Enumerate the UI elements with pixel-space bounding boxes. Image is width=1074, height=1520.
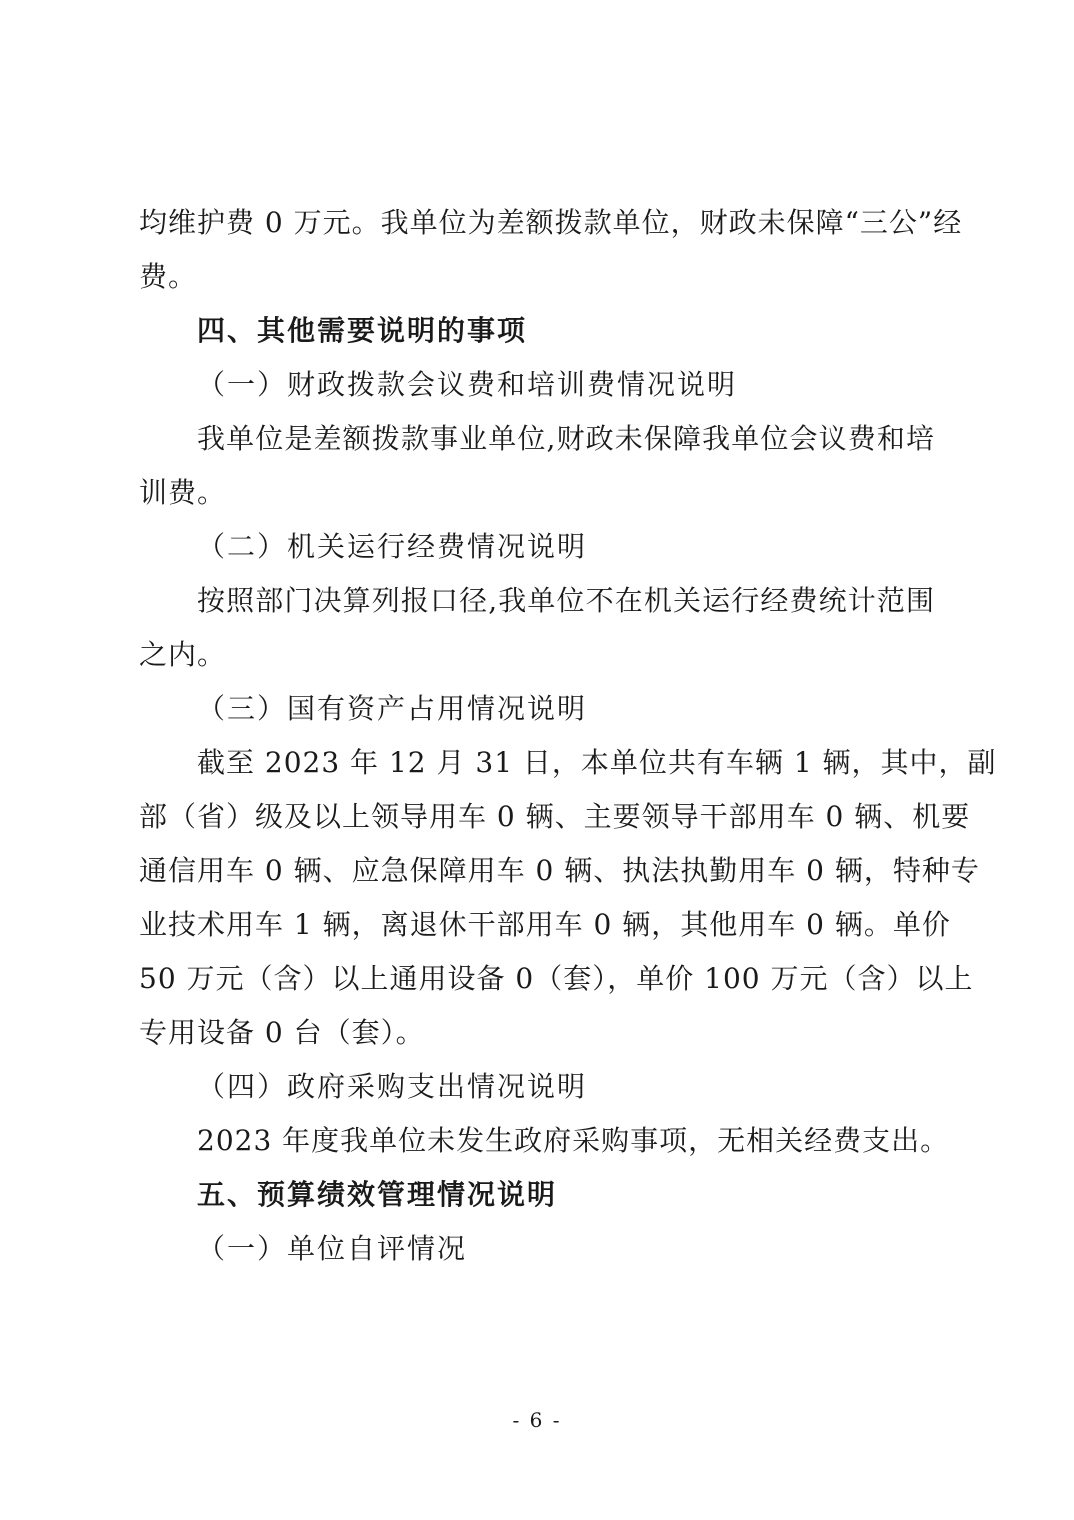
- paragraph-line: 之内。: [139, 638, 227, 671]
- paragraph-line: 业技术用车 1 辆，离退休干部用车 0 辆，其他用车 0 辆。单价: [139, 908, 951, 941]
- subsection-heading-self-evaluation: （一）单位自评情况: [197, 1232, 468, 1265]
- paragraph-line: 训费。: [139, 476, 227, 509]
- paragraph-line: 截至 2023 年 12 月 31 日，本单位共有车辆 1 辆，其中，副: [197, 746, 997, 779]
- page-number: - 6 -: [512, 1408, 562, 1432]
- paragraph-line: 2023 年度我单位未发生政府采购事项，无相关经费支出。: [197, 1124, 950, 1157]
- paragraph-line: 专用设备 0 台（套）。: [139, 1016, 425, 1049]
- subsection-heading-procurement: （四）政府采购支出情况说明: [197, 1070, 588, 1103]
- subsection-heading-meeting-training: （一）财政拨款会议费和培训费情况说明: [197, 368, 738, 401]
- paragraph-line: 均维护费 0 万元。我单位为差额拨款单位，财政未保障“三公”经: [139, 206, 963, 239]
- document-body: [139, 196, 997, 1276]
- section-heading-4: 四、其他需要说明的事项: [197, 314, 528, 347]
- subsection-heading-state-assets: （三）国有资产占用情况说明: [197, 692, 588, 725]
- paragraph-line: 费。: [139, 260, 198, 293]
- paragraph-line: 按照部门决算列报口径,我单位不在机关运行经费统计范围: [197, 584, 935, 617]
- paragraph-line: 50 万元（含）以上通用设备 0（套），单价 100 万元（含）以上: [139, 962, 974, 995]
- paragraph-line: 部（省）级及以上领导用车 0 辆、主要领导干部用车 0 辆、机要: [139, 800, 971, 833]
- subsection-heading-operating-costs: （二）机关运行经费情况说明: [197, 530, 588, 563]
- section-heading-5: 五、预算绩效管理情况说明: [197, 1178, 558, 1211]
- paragraph-line: 通信用车 0 辆、应急保障用车 0 辆、执法执勤用车 0 辆，特种专: [139, 854, 980, 887]
- paragraph-line: 我单位是差额拨款事业单位,财政未保障我单位会议费和培: [197, 422, 935, 455]
